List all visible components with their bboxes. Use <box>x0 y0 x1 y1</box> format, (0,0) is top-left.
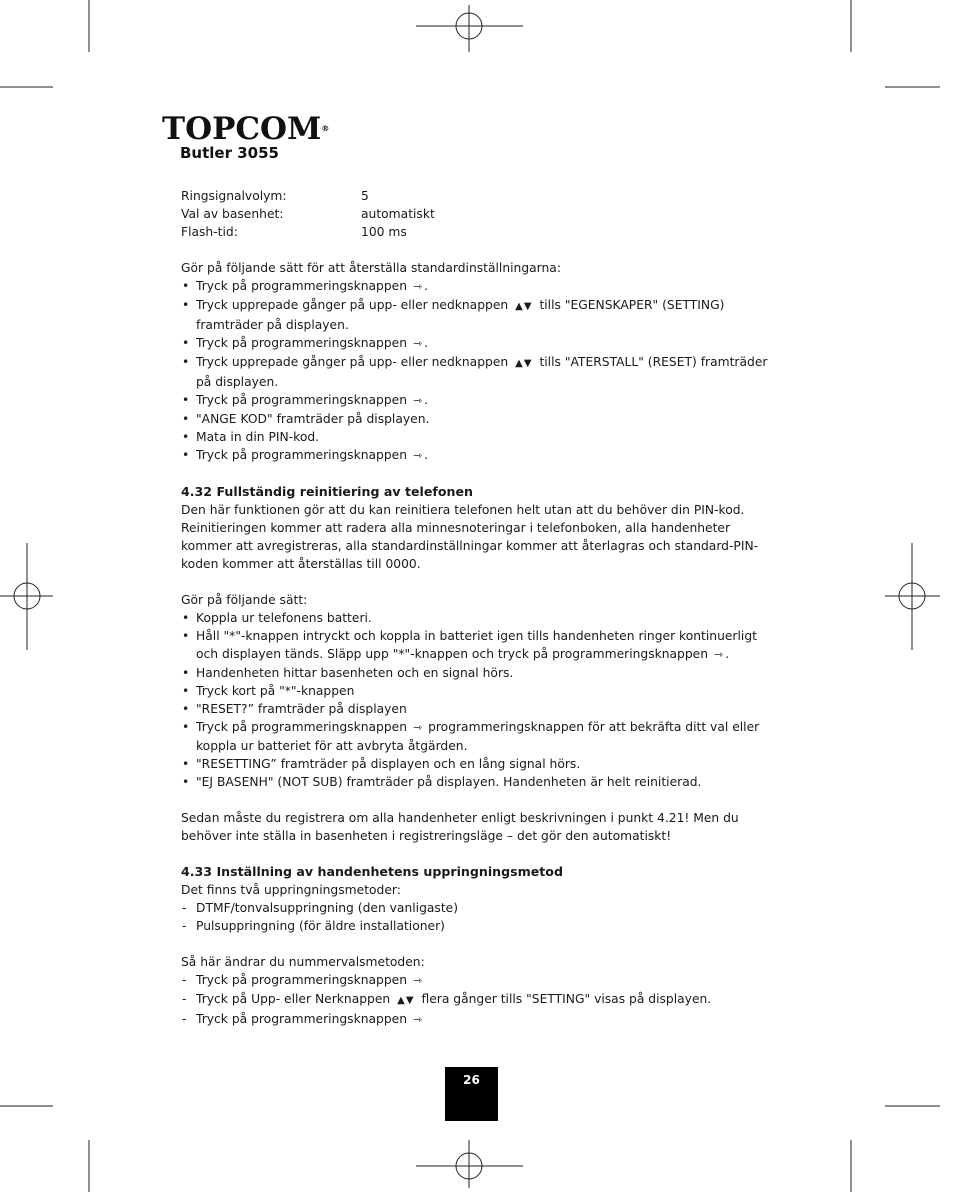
step-text: "RESETTING” framträder på displayen och en lång signal hörs. <box>196 757 581 771</box>
list-item <box>181 664 781 682</box>
list-item <box>181 609 781 627</box>
list-item <box>181 410 781 428</box>
list-item <box>181 353 781 391</box>
step-text: Mata in din PIN-kod. <box>196 430 320 444</box>
setting-value: automatiskt <box>361 207 435 221</box>
step-text: Tryck på programmeringsknappen <box>196 448 408 462</box>
list-item <box>181 277 781 296</box>
page-number: 26 <box>445 1067 498 1121</box>
section-432-body: Den här funktionen gör att du kan reinitiera telefonen helt utan att du behöver din PIN-kod. Reinitieringen kommer att radera alla minnesnoteringar i telefonboken, alla handenheter kommer att avregistreras, alla standardinställningar kommer att återlagras och standard-PIN-koden kommer att återställas till 0000. <box>181 503 759 571</box>
list-item <box>181 446 781 465</box>
list-item <box>181 990 781 1010</box>
program-key-icon: ⇾ <box>713 648 724 661</box>
list-item <box>181 718 781 755</box>
step-text: Tryck kort på "*"-knappen <box>196 684 355 698</box>
step-text-tail: . <box>725 647 730 661</box>
list-item: - Pulsuppringning (för äldre installationer) <box>181 917 781 935</box>
settings-row <box>181 223 781 241</box>
brand-logo-text: TOPCOM <box>162 111 322 147</box>
list-item <box>181 627 781 664</box>
step-text: Tryck på programmeringsknappen <box>196 720 408 734</box>
step-text: "ANGE KOD" framträder på displayen. <box>196 412 430 426</box>
setting-value: 100 ms <box>361 225 407 239</box>
up-down-arrows-icon: ▲▼ <box>397 995 415 1006</box>
step-text: "RESET?” framträder på displayen <box>196 702 407 716</box>
list-item <box>181 755 781 773</box>
program-key-icon: ⇾ <box>412 974 423 987</box>
section-432-title: 4.32 Fullständig reinitiering av telefonen <box>181 484 473 499</box>
setting-value: 5 <box>361 189 369 203</box>
model-title: Butler 3055 <box>180 144 279 162</box>
step-text: Håll "*"-knappen intryckt och koppla in batteriet igen tills handenheten ringer kontinuerligt och displayen tänds. Släpp upp "*"-knappen och tryck på programmeringsknappen <box>196 629 757 661</box>
step-text: Tryck på programmeringsknappen <box>196 973 408 987</box>
section-432-steps <box>181 609 781 791</box>
list-item <box>181 700 781 718</box>
restore-steps <box>181 277 781 465</box>
step-text: Tryck på programmeringsknappen <box>196 393 408 407</box>
section-433-intro: Det finns två uppringningsmetoder: <box>181 883 401 897</box>
list-item <box>181 682 781 700</box>
setting-label: Val av basenhet: <box>181 207 284 221</box>
step-text: Tryck på programmeringsknappen <box>196 1012 408 1026</box>
step-text: Koppla ur telefonens batteri. <box>196 611 372 625</box>
section-432-outro: Sedan måste du registrera om alla handenheter enligt beskrivningen i punkt 4.21! Men du behöver inte ställa in basenheten i registreringsläge – det gör den automatiskt! <box>181 811 739 843</box>
list-item <box>181 296 781 334</box>
settings-row <box>181 187 781 205</box>
list-item <box>181 773 781 791</box>
section-433-title: 4.33 Inställning av handenhetens uppringningsmetod <box>181 864 563 879</box>
setting-label: Flash-tid: <box>181 225 238 239</box>
section-432-intro: Gör på följande sätt: <box>181 593 308 607</box>
document-body <box>181 187 781 1029</box>
setting-label: Ringsignalvolym: <box>181 189 287 203</box>
step-text-tail: . <box>424 279 429 293</box>
program-key-icon: ⇾ <box>412 337 423 350</box>
step-text: Tryck upprepade gånger på upp- eller nedknappen <box>196 355 509 369</box>
up-down-arrows-icon: ▲▼ <box>515 301 533 312</box>
step-text-tail: tills "EGENSKAPER" (SETTING) framträder på displayen. <box>196 298 725 332</box>
program-key-icon: ⇾ <box>412 394 423 407</box>
step-text: Handenheten hittar basenheten och en signal hörs. <box>196 666 514 680</box>
section-433-steps <box>181 971 781 1029</box>
up-down-arrows-icon: ▲▼ <box>515 358 533 369</box>
step-text-tail: . <box>424 336 429 350</box>
list-item <box>181 391 781 410</box>
step-text: "EJ BASENH" (NOT SUB) framträder på displayen. Handenheten är helt reinitierad. <box>196 775 702 789</box>
step-text: Tryck på Upp- eller Nerknappen <box>196 992 391 1006</box>
dial-methods-list <box>181 899 781 935</box>
program-key-icon: ⇾ <box>412 280 423 293</box>
program-key-icon: ⇾ <box>412 721 423 734</box>
restore-intro: Gör på följande sätt för att återställa standardinställningarna: <box>181 261 561 275</box>
step-text-tail: programmeringsknappen för att bekräfta ditt val eller koppla ur batteriet för att avbryta åtgärden. <box>196 720 760 753</box>
settings-table <box>181 187 781 241</box>
program-key-icon: ⇾ <box>412 1013 423 1026</box>
list-item <box>181 1010 781 1029</box>
program-key-icon: ⇾ <box>412 449 423 462</box>
settings-row <box>181 205 781 223</box>
step-text-tail: . <box>424 448 429 462</box>
step-text-tail: tills "ATERSTALL" (RESET) framträder på displayen. <box>196 355 768 389</box>
list-item <box>181 428 781 446</box>
step-text: Tryck upprepade gånger på upp- eller nedknappen <box>196 298 509 312</box>
step-text: Tryck på programmeringsknappen <box>196 336 408 350</box>
step-text: Tryck på programmeringsknappen <box>196 279 408 293</box>
list-item <box>181 971 781 990</box>
step-text-tail: . <box>424 393 429 407</box>
step-text-tail: flera gånger tills "SETTING" visas på displayen. <box>421 992 712 1006</box>
section-433-change-intro: Så här ändrar du nummervalsmetoden: <box>181 955 425 969</box>
list-item: - DTMF/tonvalsuppringning (den vanligaste) <box>181 899 781 917</box>
registered-mark: ® <box>321 124 330 133</box>
list-item <box>181 334 781 353</box>
brand-logo <box>162 111 330 147</box>
